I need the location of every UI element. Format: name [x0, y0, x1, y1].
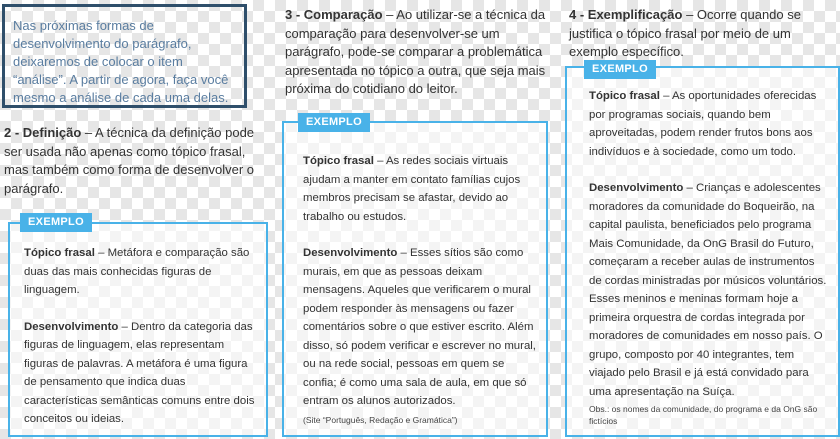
definition-development	[24, 318, 258, 429]
development-label: Desenvolvimento	[303, 247, 398, 259]
comparison-example-box	[282, 121, 548, 437]
development-label: Desenvolvimento	[24, 320, 119, 333]
development-text: – Dentro da categoria das figuras de linguagem, elas representam figuras de palavras. A metáfora é uma figura de pensamento que indica duas características semânticas comuns entre dois conceitos ou ideias.	[24, 320, 255, 425]
exemplification-text: – Ocorre quando se justifica o tópico frasal por meio de um exemplo específico.	[569, 7, 801, 59]
topic-label: Tópico frasal	[303, 155, 374, 167]
topic-label: Tópico frasal	[24, 247, 95, 259]
topic-text: – As oportunidades oferecidas por programas sociais, quando bem aproveitadas, podem render frutos bons aos indivíduos e à sociedade, como um todo.	[589, 90, 817, 158]
definition-example-box	[8, 222, 268, 437]
intro-text: Nas próximas formas de desenvolvimento do parágrafo, deixaremos de colocar o item “análise”. A partir de agora, faça você mesmo a análise de cada uma delas.	[13, 18, 229, 105]
exemplification-heading: 4 - Exemplificação	[569, 7, 683, 22]
topic-text: – Metáfora e comparação são duas das mais conhecidas figuras de linguagem.	[24, 247, 250, 296]
source-citation: (Site “Português, Redação e Gramática”)	[303, 414, 458, 425]
exemplification-example-box	[565, 66, 840, 437]
definition-paragraph	[4, 124, 262, 198]
comparison-topic	[303, 152, 536, 226]
comparison-text: – Ao utilizar-se a técnica da comparação para desenvolver-se um parágrafo, pode-se comparar a problemática apresentada no tópico a outra, que seja mais próxima do cotidiano do leitor.	[285, 7, 546, 96]
example-badge: EXEMPLO	[298, 113, 370, 132]
comparison-development	[303, 244, 536, 411]
example-badge: EXEMPLO	[584, 60, 656, 79]
definition-heading: 2 - Definição	[4, 125, 82, 140]
comparison-paragraph	[285, 6, 547, 99]
definition-topic	[24, 244, 258, 300]
development-label: Desenvolvimento	[589, 182, 684, 194]
exemplification-paragraph	[569, 6, 840, 62]
comparison-heading: 3 - Comparação	[285, 7, 383, 22]
exemplification-development	[589, 179, 830, 401]
topic-label: Tópico frasal	[589, 90, 660, 102]
exemplification-topic	[589, 87, 830, 161]
fiction-note: Obs.: os nomes da comunidade, do programa e da OnG são fictícios	[589, 404, 818, 426]
definition-text: – A técnica da definição pode ser usada não apenas como tópico frasal, mas também como forma de desenvolver o parágrafo.	[4, 125, 255, 196]
development-text: – Crianças e adolescentes moradores da comunidade do Boqueirão, na capital paulista, beneficiados pelo programa Mais Comunidade, da OnG Brasil do Futuro, começaram a receber aulas de instrumentos de cordas ministradas por músicos voluntários. Esses meninos e meninas formam hoje a primeira orquestra de cordas integrada por moradores de comunidades em nosso país. O grupo, composto por 40 integrantes, tem viajado pelo Brasil e já está convidado para uma apresentação na Suíça.	[589, 182, 827, 398]
topic-text: – As redes sociais virtuais ajudam a manter em contato famílias cujos membros precisam se afastar, devido ao trabalho ou estudos.	[303, 155, 521, 223]
example-badge: EXEMPLO	[20, 213, 92, 232]
development-text: – Esses sítios são como murais, em que as pessoas deixam mensagens. Aqueles que verificarem o mural podem responder às mensagens ou fazer comentários sobre o que estiver escrito. Além disso, só podem verificar e escrever no mural, ou na rede social, pessoas em quem se confia; é como uma sala de aula, em que só entram os alunos autorizados.	[303, 247, 536, 407]
intro-box	[2, 4, 247, 108]
